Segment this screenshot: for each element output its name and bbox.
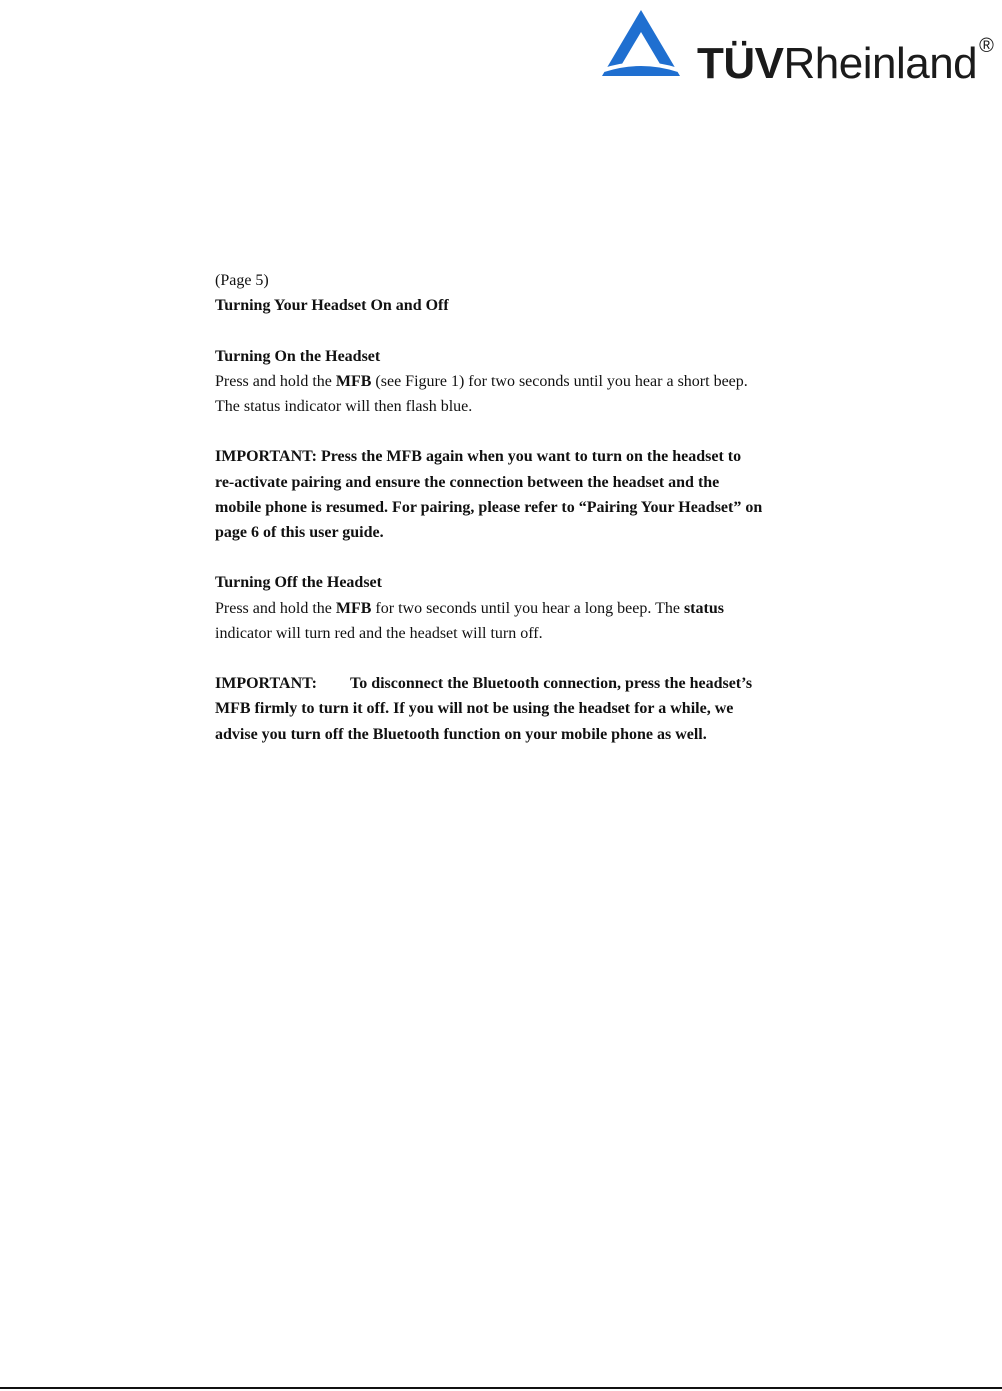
logo-wordmark [697,20,993,90]
important-2-label: IMPORTANT: [215,675,317,693]
section-on-text-1: Press and hold the [215,372,336,390]
section-on-body-line-1 [215,369,815,394]
section-on-mfb: MFB [335,372,372,390]
logo-brand-regular: Rheinland [783,39,978,88]
important-2-line-2: MFB firmly to turn it off. If you will not be using the headset for a while, we [215,700,734,718]
section-on-heading: Turning On the Headset [215,347,381,365]
document-body [215,268,815,747]
important-1-line-4: page 6 of this user guide. [215,524,384,541]
important-1-line-3: mobile phone is resumed. For pairing, please refer to “Pairing Your Headset” on [215,498,763,516]
registered-mark: ® [979,35,994,57]
important-2-line-1 [215,671,815,696]
section-off-mfb: MFB [335,599,372,617]
logo-brand-bold: TÜV [697,39,784,88]
section-on-body-line-2: The status indicator will then flash blue. [215,398,473,415]
section-off-heading: Turning Off the Headset [215,574,382,592]
section-off-text-2: for two seconds until you hear a long beep. The [371,599,684,617]
important-1-line-2: re-activate pairing and ensure the connection between the headset and the [215,473,720,491]
section-on-text-2: (see Figure 1) for two seconds until you hear a short beep. [371,372,748,390]
tuv-rheinland-logo [600,8,1000,88]
section-off-body-line-1 [215,596,815,621]
page-reference: (Page 5) [215,272,269,289]
tuv-triangle-logo-icon [600,8,682,80]
section-off-text-1: Press and hold the [215,599,336,617]
important-2-line-3: advise you turn off the Bluetooth function on your mobile phone as well. [215,725,707,743]
section-off-body-line-2: indicator will turn red and the headset will turn off. [215,624,543,642]
main-title: Turning Your Headset On and Off [215,297,449,315]
important-2-text-1: To disconnect the Bluetooth connection, press the headset’s [350,675,753,693]
section-off-status: status [683,599,724,617]
footer-rule [0,1387,1002,1389]
important-1-line-1: IMPORTANT: Press the MFB again when you want to turn on the headset to [215,448,742,466]
